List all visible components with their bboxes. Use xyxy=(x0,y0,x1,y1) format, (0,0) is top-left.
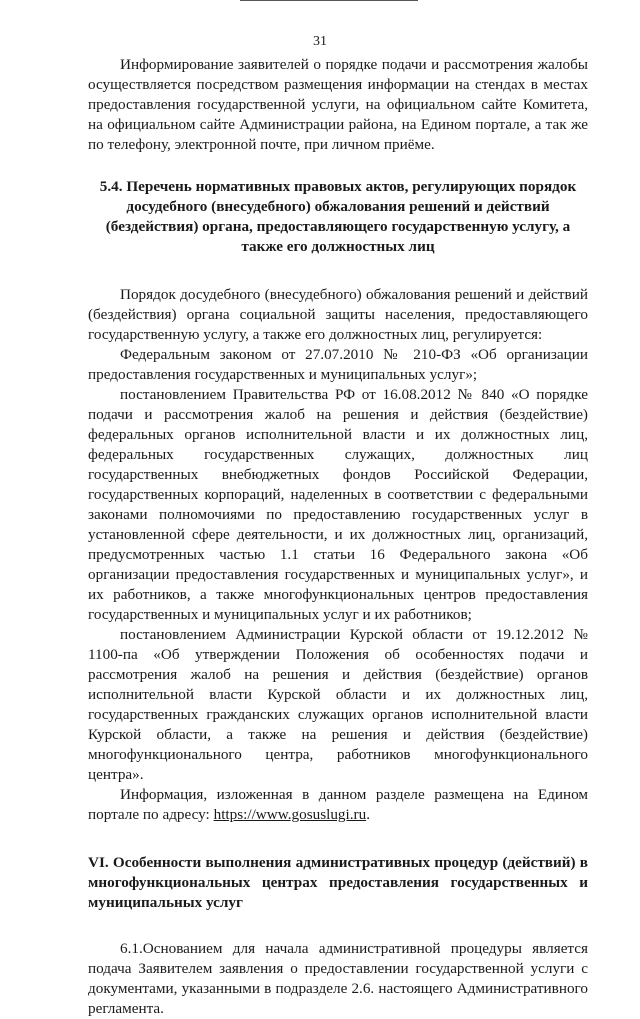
legal-act-federal-law: Федеральным законом от 27.07.2010 № 210-ФЗ «Об организации предоставления государственных и муниципальных услуг»; xyxy=(88,346,588,383)
document-body xyxy=(88,55,588,1019)
legal-act-government-resolution: постановлением Правительства РФ от 16.08.2012 № 840 «О порядке подачи и рассмотрения жалоб на решения и действия (бездействие) федеральных органов исполнительной власти и их должностных лиц, федеральных государственных служащих, должностных лиц государственных внебюджетных фондов Российской Федерации, государственных корпораций, наделенных в соответствии с федеральными законами полномочиями по предоставлению государственных услуг в установленной сфере деятельности, и их должностных лиц, организаций, предусмотренных частью 1.1 статьи 16 Федерального закона «Об организации предоставления государственных и муниципальных услуг», и их работников, а также многофункциональных центров предоставления государственных и муниципальных услуг и их работников; xyxy=(88,386,588,623)
portal-info-end: . xyxy=(366,806,370,823)
section-5-4-heading: 5.4. Перечень нормативных правовых актов, регулирующих порядок досудебного (внесудебного) обжалования решений и действий (бездействия) органа, предоставляющего государственную услугу, а также его должностных лиц xyxy=(99,178,577,255)
portal-info-paragraph xyxy=(88,785,588,825)
page-number: 31 xyxy=(313,34,327,49)
paragraph-6-1: 6.1.Основанием для начала административной процедуры является подача Заявителем заявления о предоставлении государственной услуги с документами, указанными в подразделе 2.6. настоящего Административного регламента. xyxy=(88,940,588,1017)
section-VI-heading: VI. Особенности выполнения административных процедур (действий) в многофункциональных центрах предоставления государственных и муниципальных услуг xyxy=(88,854,588,911)
legal-act-regional-resolution: постановлением Администрации Курской области от 19.12.2012 № 1100-па «Об утверждении Положения об особенностях подачи и рассмотрения жалоб на решения и действия (бездействие) органов исполнительной власти Курской области и их должностных лиц, государственных гражданских служащих органов исполнительной власти Курской области, а также на решения и действия (бездействие) многофункционального центра, работников многофункционального центра». xyxy=(88,626,588,783)
top-rule xyxy=(240,0,418,1)
portal-link[interactable]: https://www.gosuslugi.ru xyxy=(213,806,367,823)
intro-paragraph: Информирование заявителей о порядке подачи и рассмотрения жалобы осуществляется посредством размещения информации на стендах в местах предоставления государственной услуги, на официальном сайте Комитета, на официальном сайте Администрации района, на Едином портале, а так же по телефону, электронной почте, при личном приёме. xyxy=(88,56,588,153)
portal-info-text: Информация, изложенная в данном разделе размещена на Едином портале по адресу: xyxy=(88,786,588,823)
section-5-4-lead: Порядок досудебного (внесудебного) обжалования решений и действий (бездействия) органа социальной защиты населения, предоставляющего государственную услугу, а также его должностных лиц, регулируется: xyxy=(88,286,588,343)
